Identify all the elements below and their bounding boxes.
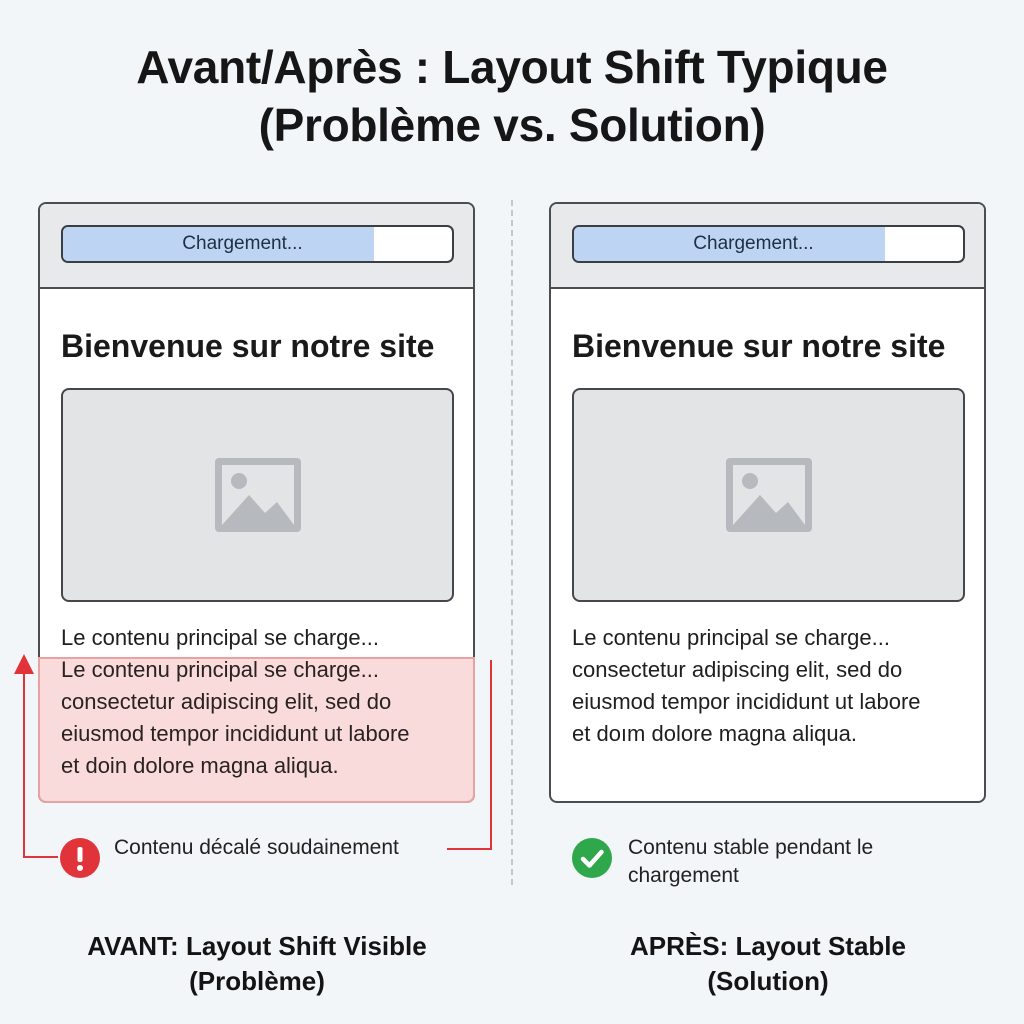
after-caption: [528, 929, 1008, 999]
before-paragraph-line: Le contenu principal se charge...: [61, 625, 379, 650]
after-status-line: Contenu stable pendant le: [628, 836, 874, 859]
before-image-placeholder: [61, 388, 454, 602]
image-icon: [726, 458, 812, 532]
after-loading-bar: [572, 225, 965, 263]
after-caption-line: (Solution): [707, 966, 829, 996]
shifted-paragraph-line: consectetur adipiscing elit, sed do: [61, 689, 392, 714]
after-caption-line: APRÈS: Layout Stable: [630, 931, 906, 961]
shifted-paragraph-line: eiusmod tempor incididunt ut labore: [61, 721, 410, 746]
title-line-2: (Problème vs. Solution): [258, 99, 766, 151]
after-loading-label: Chargement...: [693, 233, 814, 254]
before-loading-bar: [61, 225, 454, 263]
before-caption-line: AVANT: Layout Shift Visible: [87, 931, 427, 961]
after-paragraph-line: eiusmod tempor incididunt ut labore: [572, 689, 921, 714]
after-paragraph-line: consectetur adipiscing elit, sed do: [572, 657, 903, 682]
after-status-line: chargement: [628, 864, 739, 887]
before-status-text: Contenu décalé soudainement: [114, 836, 399, 859]
after-site-heading: Bienvenue sur notre site: [572, 328, 946, 364]
exclamation-icon: [60, 838, 100, 878]
before-caption-line: (Problème): [189, 966, 325, 996]
after-paragraph-line: Le contenu principal se charge...: [572, 625, 890, 650]
after-browser-frame: [549, 202, 986, 803]
before-site-heading: Bienvenue sur notre site: [61, 328, 435, 364]
center-divider: [511, 200, 513, 885]
after-status-text: [628, 834, 873, 890]
shifted-paragraph: [61, 654, 471, 782]
shifted-paragraph-line: Le contenu principal se charge...: [61, 657, 379, 682]
checkmark-icon: [572, 838, 612, 878]
before-caption: [17, 929, 497, 999]
before-paragraph: [61, 622, 461, 654]
before-loading-label: Chargement...: [182, 233, 303, 254]
shifted-paragraph-line: et doin dolore magna aliqua.: [61, 753, 339, 778]
after-frame-header: [551, 204, 984, 289]
after-paragraph-line: et doım dolore magna aliqua.: [572, 721, 857, 746]
after-image-placeholder: [572, 388, 965, 602]
image-icon: [215, 458, 301, 532]
before-frame-header: [40, 204, 473, 289]
title-line-1: Avant/Après : Layout Shift Typique: [136, 41, 888, 93]
after-paragraph: [572, 622, 972, 750]
diagram-title: [0, 38, 1024, 154]
